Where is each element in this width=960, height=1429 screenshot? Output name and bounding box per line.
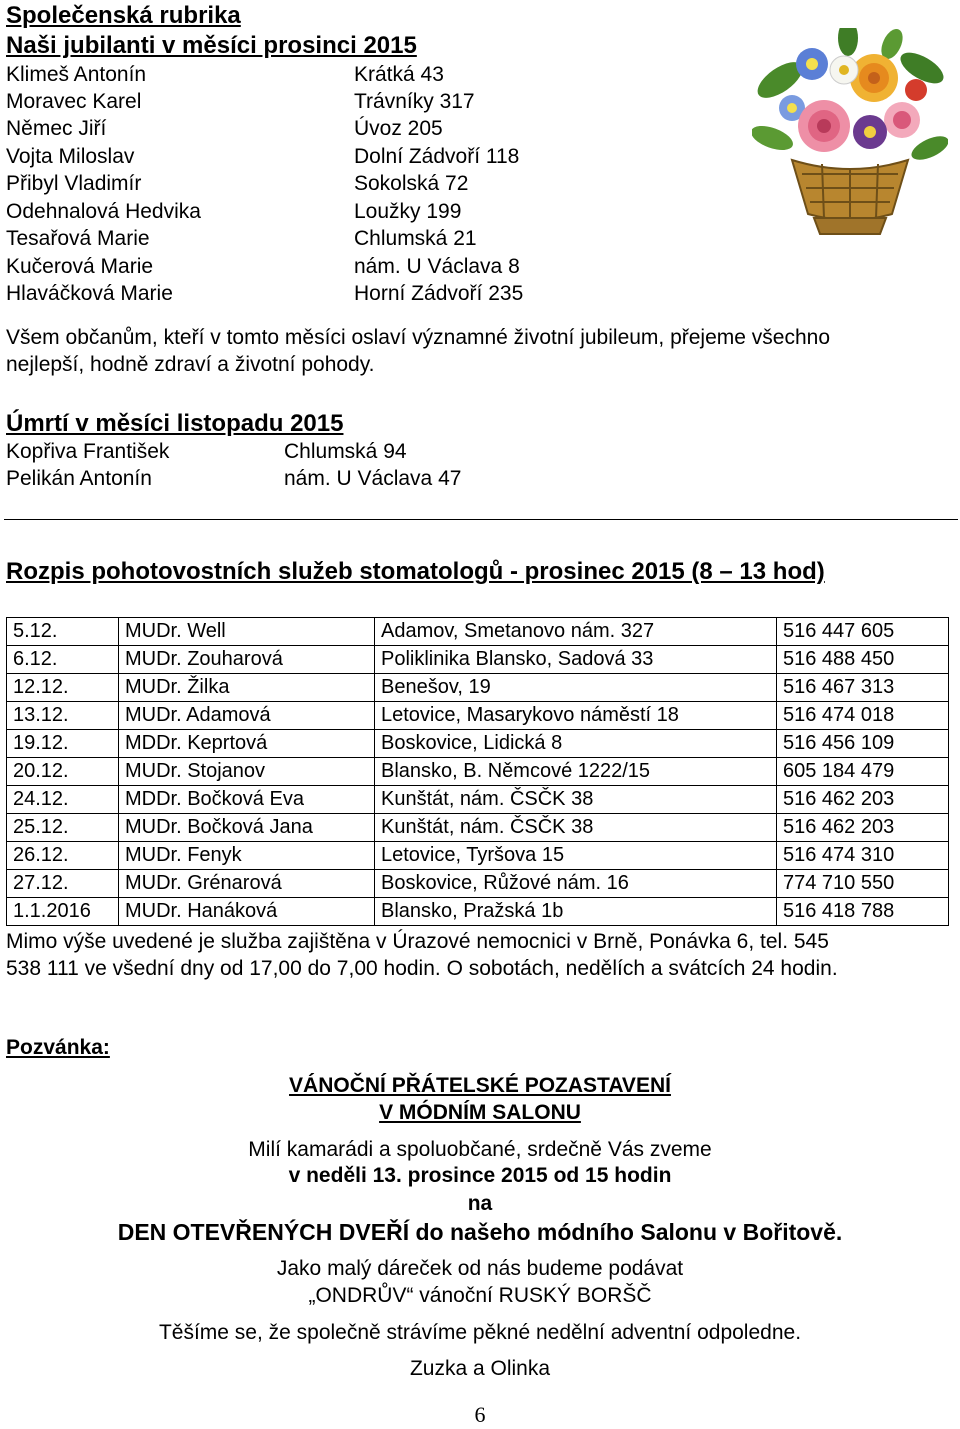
jubilant-name: Němec Jiří bbox=[6, 117, 107, 140]
jubilant-name: Tesařová Marie bbox=[6, 227, 150, 250]
duty-date: 13.12. bbox=[7, 702, 119, 730]
duty-date: 27.12. bbox=[7, 870, 119, 898]
duty-date: 12.12. bbox=[7, 674, 119, 702]
duty-doctor: MUDr. Zouharová bbox=[119, 646, 375, 674]
jubilant-address: Krátká 43 bbox=[354, 63, 444, 86]
duty-doctor: MUDr. Well bbox=[119, 618, 375, 646]
duty-address: Letovice, Tyršova 15 bbox=[375, 842, 777, 870]
jubilant-name: Hlaváčková Marie bbox=[6, 282, 173, 305]
table-row bbox=[7, 898, 949, 926]
duty-doctor: MUDr. Fenyk bbox=[119, 842, 375, 870]
duty-phone: 516 462 203 bbox=[777, 786, 949, 814]
jubilant-address: Trávníky 317 bbox=[354, 90, 475, 113]
duty-date: 6.12. bbox=[7, 646, 119, 674]
deceased-address: Chlumská 94 bbox=[284, 440, 407, 463]
page-number: 6 bbox=[474, 1402, 486, 1427]
jubilant-address: Loužky 199 bbox=[354, 200, 462, 223]
duty-phone: 516 462 203 bbox=[777, 814, 949, 842]
invitation-event: DEN OTEVŘENÝCH DVEŘÍ do našeho módního Salonu v Bořitově. bbox=[117, 1219, 843, 1245]
duty-address: Poliklinika Blansko, Sadová 33 bbox=[375, 646, 777, 674]
dental-note: Mimo výše uvedené je služba zajištěna v Úrazové nemocnici v Brně, Ponávka 6, tel. 545 bbox=[6, 930, 829, 953]
deceased-address: nám. U Václava 47 bbox=[284, 467, 462, 490]
duty-doctor: MUDr. Stojanov bbox=[119, 758, 375, 786]
duty-phone: 516 456 109 bbox=[777, 730, 949, 758]
duty-doctor: MUDr. Bočková Jana bbox=[119, 814, 375, 842]
jubilant-wish: Všem občanům, kteří v tomto měsíci oslaví významné životní jubileum, přejeme všechno bbox=[6, 326, 831, 349]
jubilant-address: nám. U Václava 8 bbox=[354, 255, 520, 278]
jubilant-name: Kučerová Marie bbox=[6, 255, 154, 278]
duty-date: 1.1.2016 bbox=[7, 898, 119, 926]
invitation-title: VÁNOČNÍ PŘÁTELSKÉ POZASTAVENÍ bbox=[289, 1074, 671, 1097]
duty-doctor: MUDr. Žilka bbox=[119, 674, 375, 702]
duty-address: Boskovice, Růžové nám. 16 bbox=[375, 870, 777, 898]
invitation-subtitle: V MÓDNÍM SALONU bbox=[379, 1101, 581, 1124]
duty-date: 25.12. bbox=[7, 814, 119, 842]
duty-date: 19.12. bbox=[7, 730, 119, 758]
jubilant-wish: nejlepší, hodně zdraví a životní pohody. bbox=[6, 353, 375, 376]
duty-phone: 605 184 479 bbox=[777, 758, 949, 786]
jubilant-address: Horní Zádvoří 235 bbox=[354, 282, 524, 305]
divider bbox=[4, 519, 958, 520]
jubilant-address: Úvoz 205 bbox=[354, 117, 443, 140]
duty-address: Letovice, Masarykovo náměstí 18 bbox=[375, 702, 777, 730]
duty-doctor: MUDr. Hanáková bbox=[119, 898, 375, 926]
invitation-text: Milí kamarádi a spoluobčané, srdečně Vás zveme bbox=[248, 1138, 712, 1161]
table-row bbox=[7, 674, 949, 702]
jubilant-address: Chlumská 21 bbox=[354, 227, 477, 250]
duty-phone: 516 474 018 bbox=[777, 702, 949, 730]
duty-doctor: MDDr. Keprtová bbox=[119, 730, 375, 758]
table-row bbox=[7, 730, 949, 758]
jubilant-name: Vojta Miloslav bbox=[6, 145, 135, 168]
duty-doctor: MUDr. Grénarová bbox=[119, 870, 375, 898]
duty-address: Blansko, Pražská 1b bbox=[375, 898, 777, 926]
deceased-name: Pelikán Antonín bbox=[6, 467, 152, 490]
flower-basket-image bbox=[752, 28, 948, 240]
invitation-text: na bbox=[467, 1192, 493, 1215]
duty-date: 5.12. bbox=[7, 618, 119, 646]
duty-date: 24.12. bbox=[7, 786, 119, 814]
invitation-signature: Zuzka a Olinka bbox=[409, 1357, 551, 1380]
duty-address: Boskovice, Lidická 8 bbox=[375, 730, 777, 758]
invitation-text: Těšíme se, že společně strávíme pěkné nedělní adventní odpoledne. bbox=[158, 1321, 802, 1344]
dental-note: 538 111 ve všední dny od 17,00 do 7,00 hodin. O sobotách, nedělích a svátcích 24 hodin. bbox=[6, 957, 838, 980]
duty-address: Blansko, B. Němcové 1222/15 bbox=[375, 758, 777, 786]
invitation-date: v neděli 13. prosince 2015 od 15 hodin bbox=[288, 1164, 672, 1187]
table-row bbox=[7, 618, 949, 646]
duty-phone: 774 710 550 bbox=[777, 870, 949, 898]
duty-phone: 516 467 313 bbox=[777, 674, 949, 702]
jubilant-name: Přibyl Vladimír bbox=[6, 172, 142, 195]
jubilant-name: Odehnalová Hedvika bbox=[6, 200, 201, 223]
duty-phone: 516 474 310 bbox=[777, 842, 949, 870]
table-row bbox=[7, 870, 949, 898]
deceased-name: Kopřiva František bbox=[6, 440, 170, 463]
invitation-text: „ONDRŮV“ vánoční RUSKÝ BORŠČ bbox=[308, 1284, 652, 1307]
invitation-text: Jako malý dáreček od nás budeme podávat bbox=[276, 1257, 684, 1280]
table-row bbox=[7, 758, 949, 786]
table-row bbox=[7, 702, 949, 730]
duty-date: 26.12. bbox=[7, 842, 119, 870]
dental-duty-table bbox=[6, 617, 949, 926]
duty-address: Kunštát, nám. ČSČK 38 bbox=[375, 786, 777, 814]
section-title: Společenská rubrika bbox=[6, 2, 241, 29]
jubilant-name: Klimeš Antonín bbox=[6, 63, 147, 86]
duty-doctor: MUDr. Adamová bbox=[119, 702, 375, 730]
jubilant-address: Dolní Zádvoří 118 bbox=[354, 145, 520, 168]
duty-address: Kunštát, nám. ČSČK 38 bbox=[375, 814, 777, 842]
duty-address: Adamov, Smetanovo nám. 327 bbox=[375, 618, 777, 646]
duty-doctor: MDDr. Bočková Eva bbox=[119, 786, 375, 814]
table-row bbox=[7, 786, 949, 814]
jubilant-name: Moravec Karel bbox=[6, 90, 142, 113]
table-row bbox=[7, 842, 949, 870]
duty-date: 20.12. bbox=[7, 758, 119, 786]
table-row bbox=[7, 814, 949, 842]
deaths-heading: Úmrtí v měsíci listopadu 2015 bbox=[6, 410, 344, 437]
duty-phone: 516 488 450 bbox=[777, 646, 949, 674]
duty-phone: 516 418 788 bbox=[777, 898, 949, 926]
invitation-label: Pozvánka: bbox=[6, 1036, 110, 1059]
table-row bbox=[7, 646, 949, 674]
duty-phone: 516 447 605 bbox=[777, 618, 949, 646]
jubilant-address: Sokolská 72 bbox=[354, 172, 469, 195]
jubilants-heading: Naši jubilanti v měsíci prosinci 2015 bbox=[6, 32, 417, 59]
dental-heading: Rozpis pohotovostních služeb stomatologů - prosinec 2015 (8 – 13 hod) bbox=[6, 558, 825, 585]
duty-address: Benešov, 19 bbox=[375, 674, 777, 702]
